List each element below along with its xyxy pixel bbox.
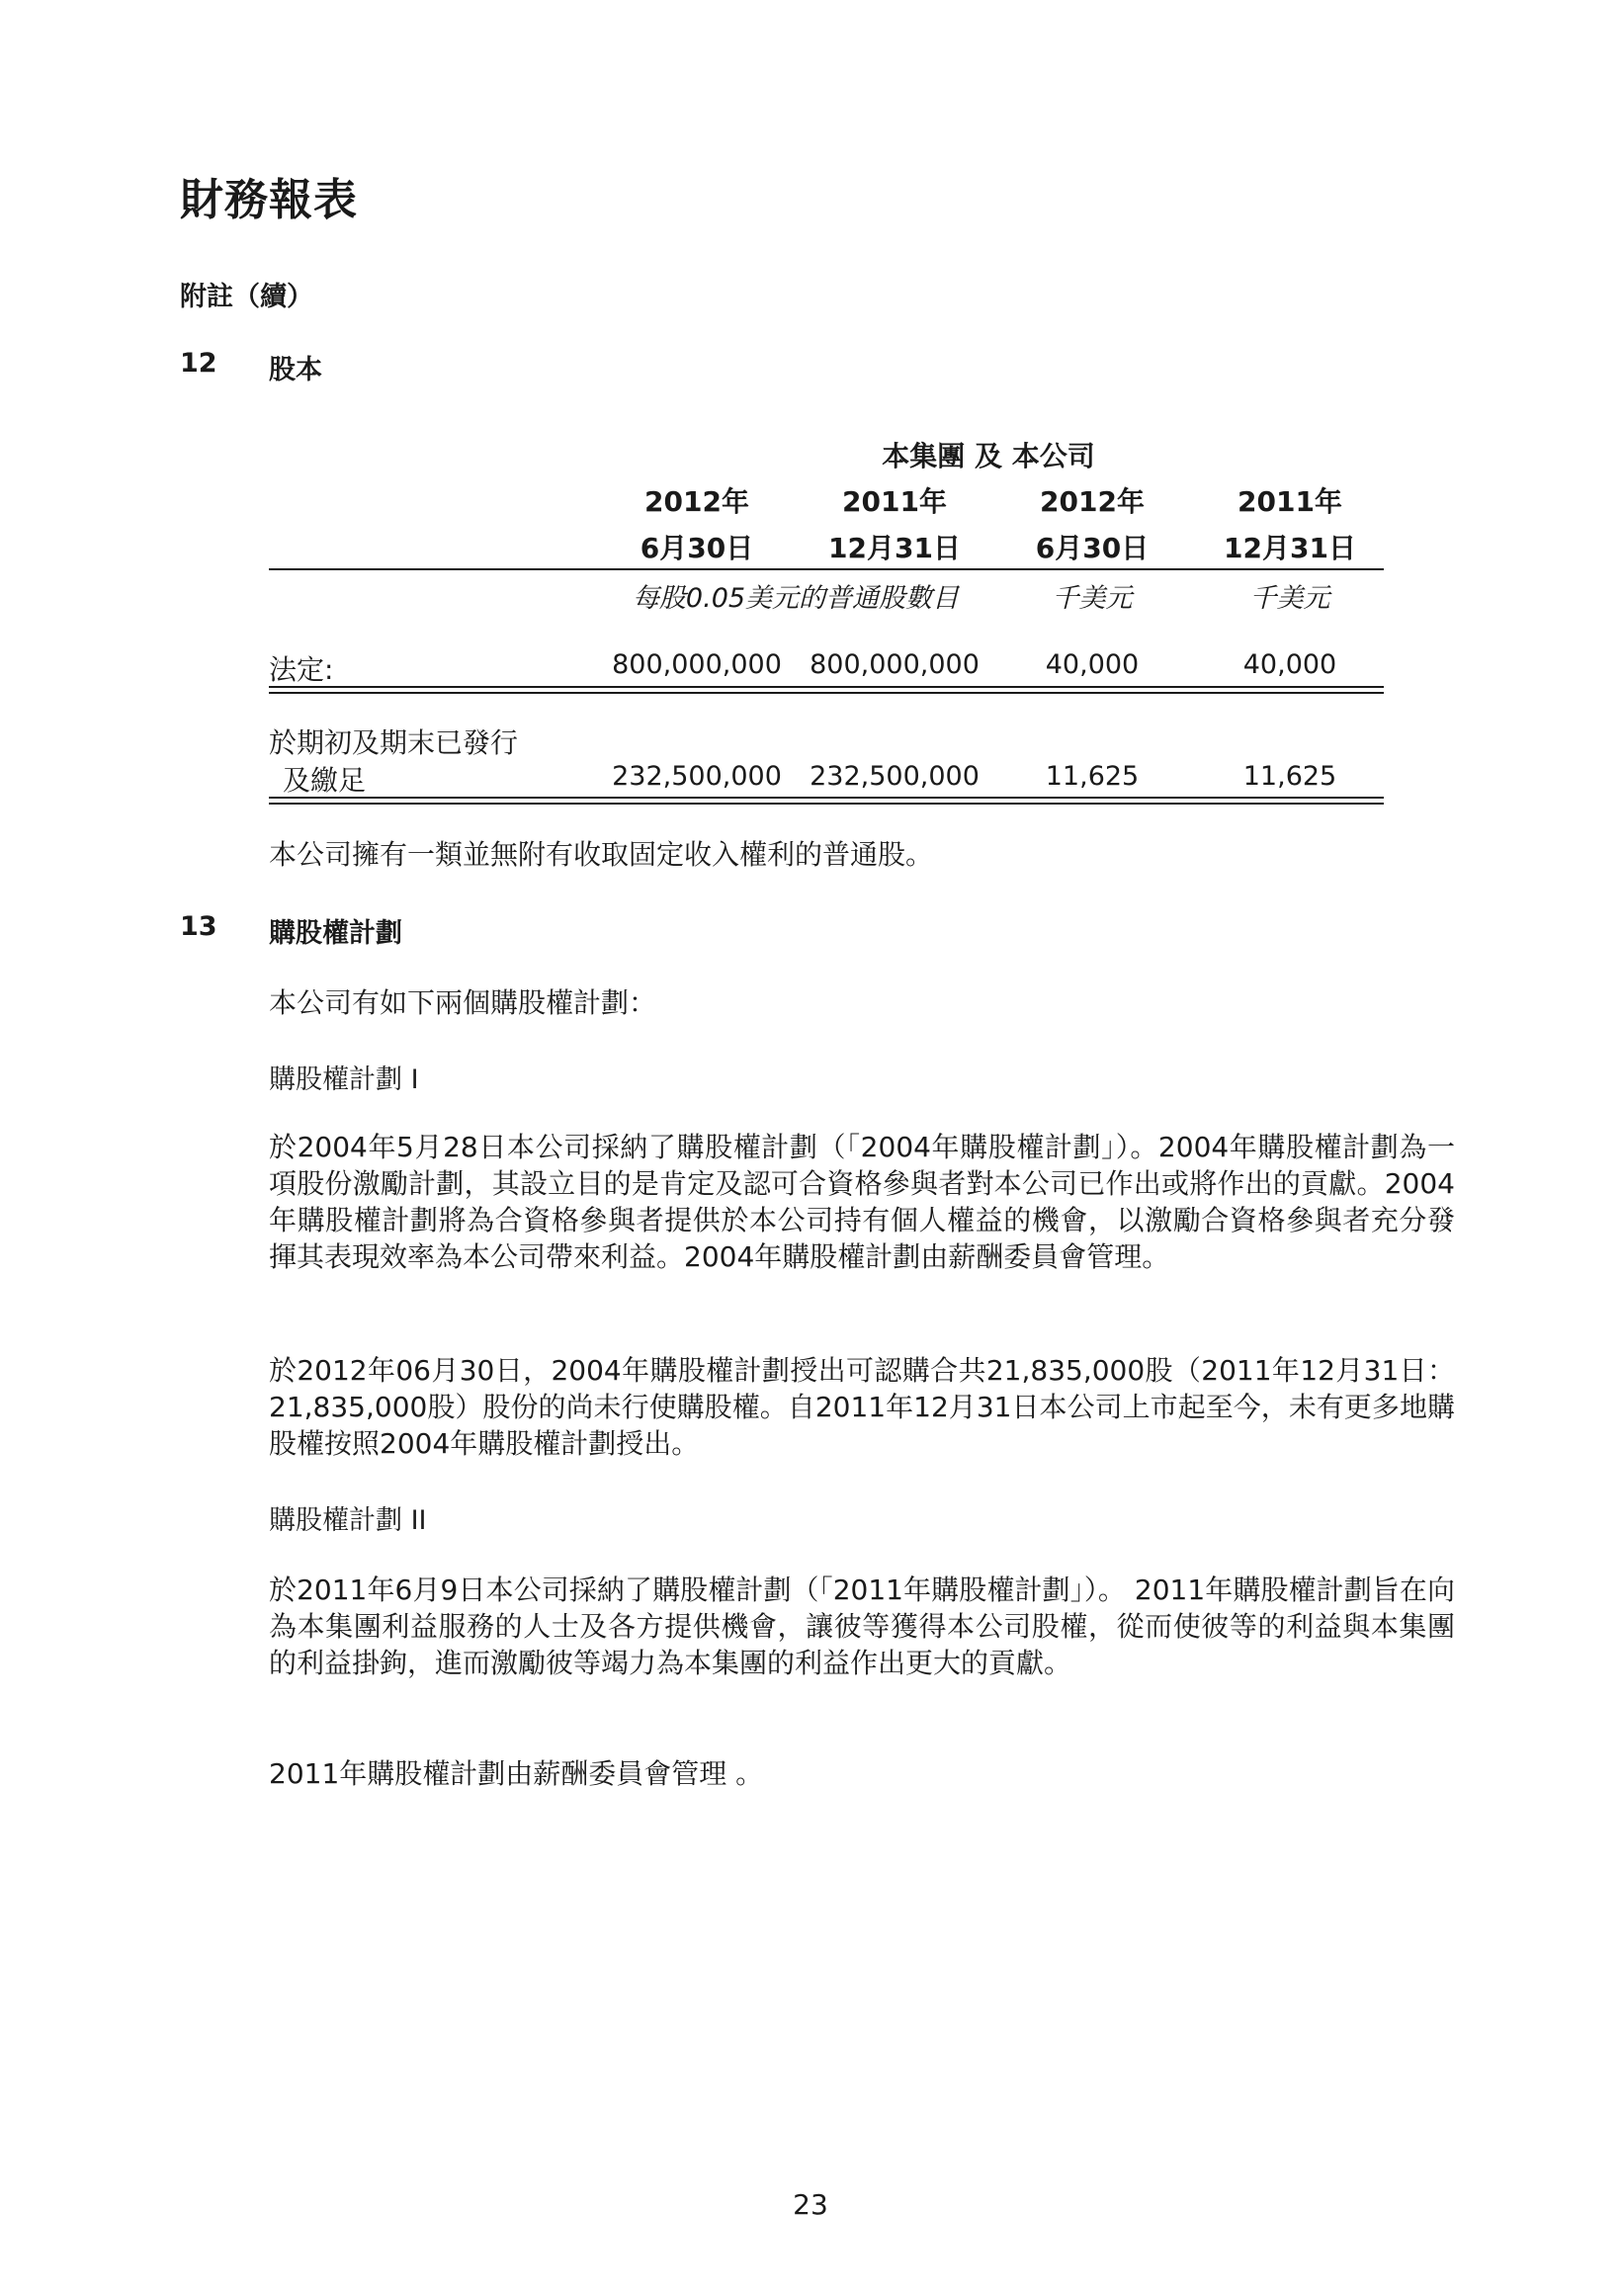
unit-usd-2: 千美元 [1249, 583, 1330, 614]
plan-2-heading: 購股權計劃 II [269, 1505, 427, 1536]
issued-rule-bottom [269, 803, 1384, 805]
plan-1-paragraph-2: 於2012年06月30日，2004年購股權計劃授出可認購合共21,835,000股（2011年12月31日：21,835,000股）股份的尚未行使購股權。自2011年12月31日本公司上市起至今，未有更多地購股權按照2004年購股權計劃授出。 [269, 1354, 1455, 1460]
row-issued-label-line2: 及繳足 [283, 764, 367, 797]
row-authorised-label: 法定: [269, 653, 334, 686]
table-group-header: 本集團 及 本公司 [882, 440, 1095, 472]
section-12-number: 12 [180, 348, 217, 379]
table-cell: 11,625 [1045, 761, 1140, 792]
section-13-title: 購股權計劃 [269, 918, 402, 949]
authorised-rule-top [269, 686, 1384, 688]
col2-date: 12月31日 [828, 532, 961, 564]
section-12-title: 股本 [269, 355, 322, 385]
header-rule [269, 568, 1384, 570]
page-title: 財務報表 [180, 175, 358, 225]
table-cell: 232,500,000 [612, 761, 782, 792]
table-cell: 40,000 [1045, 649, 1140, 680]
col2-year: 2011年 [842, 485, 947, 518]
col3-date: 6月30日 [1035, 532, 1150, 564]
table-cell: 11,625 [1242, 761, 1337, 792]
page-number: 23 [793, 2188, 828, 2221]
col1-date: 6月30日 [640, 532, 754, 564]
col1-year: 2012年 [644, 485, 749, 518]
table-cell: 232,500,000 [810, 761, 980, 792]
col4-year: 2011年 [1237, 485, 1342, 518]
section-13-number: 13 [180, 911, 217, 942]
table-cell: 800,000,000 [612, 649, 782, 680]
plan-1-heading: 購股權計劃 I [269, 1064, 419, 1095]
authorised-rule-bottom [269, 692, 1384, 694]
unit-shares: 每股0.05美元的普通股數目 [632, 583, 960, 614]
col3-year: 2012年 [1040, 485, 1145, 518]
plan-1-paragraph-1: 於2004年5月28日本公司採納了購股權計劃（「2004年購股權計劃」）。2004年購股權計劃為一項股份激勵計劃，其設立目的是肯定及認可合資格參與者對本公司已作出或將作出的貢獻。2004年購股權計劃將為合資格參與者提供於本公司持有個人權益的機會，以激勵合資格參與者充分發揮其表現效率為本公司帶來利益。2004年購股權計劃由薪酬委員會管理。 [269, 1131, 1455, 1273]
row-issued-label-line1: 於期初及期末已發行 [269, 726, 519, 759]
table-cell: 40,000 [1242, 649, 1337, 680]
notes-heading: 附註（續） [180, 282, 313, 312]
unit-usd-1: 千美元 [1052, 583, 1133, 614]
plan-2-paragraph-2: 2011年購股權計劃由薪酬委員會管理 。 [269, 1757, 764, 1790]
plan-2-paragraph-1: 於2011年6月9日本公司採納了購股權計劃（「2011年購股權計劃」）。 2011年購股權計劃旨在向為本集團利益服務的人士及各方提供機會，讓彼等獲得本公司股權，從而使彼等的利益與本集團的利益掛鉤，進而激勵彼等竭力為本集團的利益作出更大的貢獻。 [269, 1573, 1455, 1679]
table-cell: 800,000,000 [810, 649, 980, 680]
col4-date: 12月31日 [1224, 532, 1356, 564]
issued-rule-top [269, 797, 1384, 799]
section-13-intro: 本公司有如下兩個購股權計劃： [269, 986, 657, 1019]
section-12-note: 本公司擁有一類並無附有收取固定收入權利的普通股。 [269, 838, 934, 871]
